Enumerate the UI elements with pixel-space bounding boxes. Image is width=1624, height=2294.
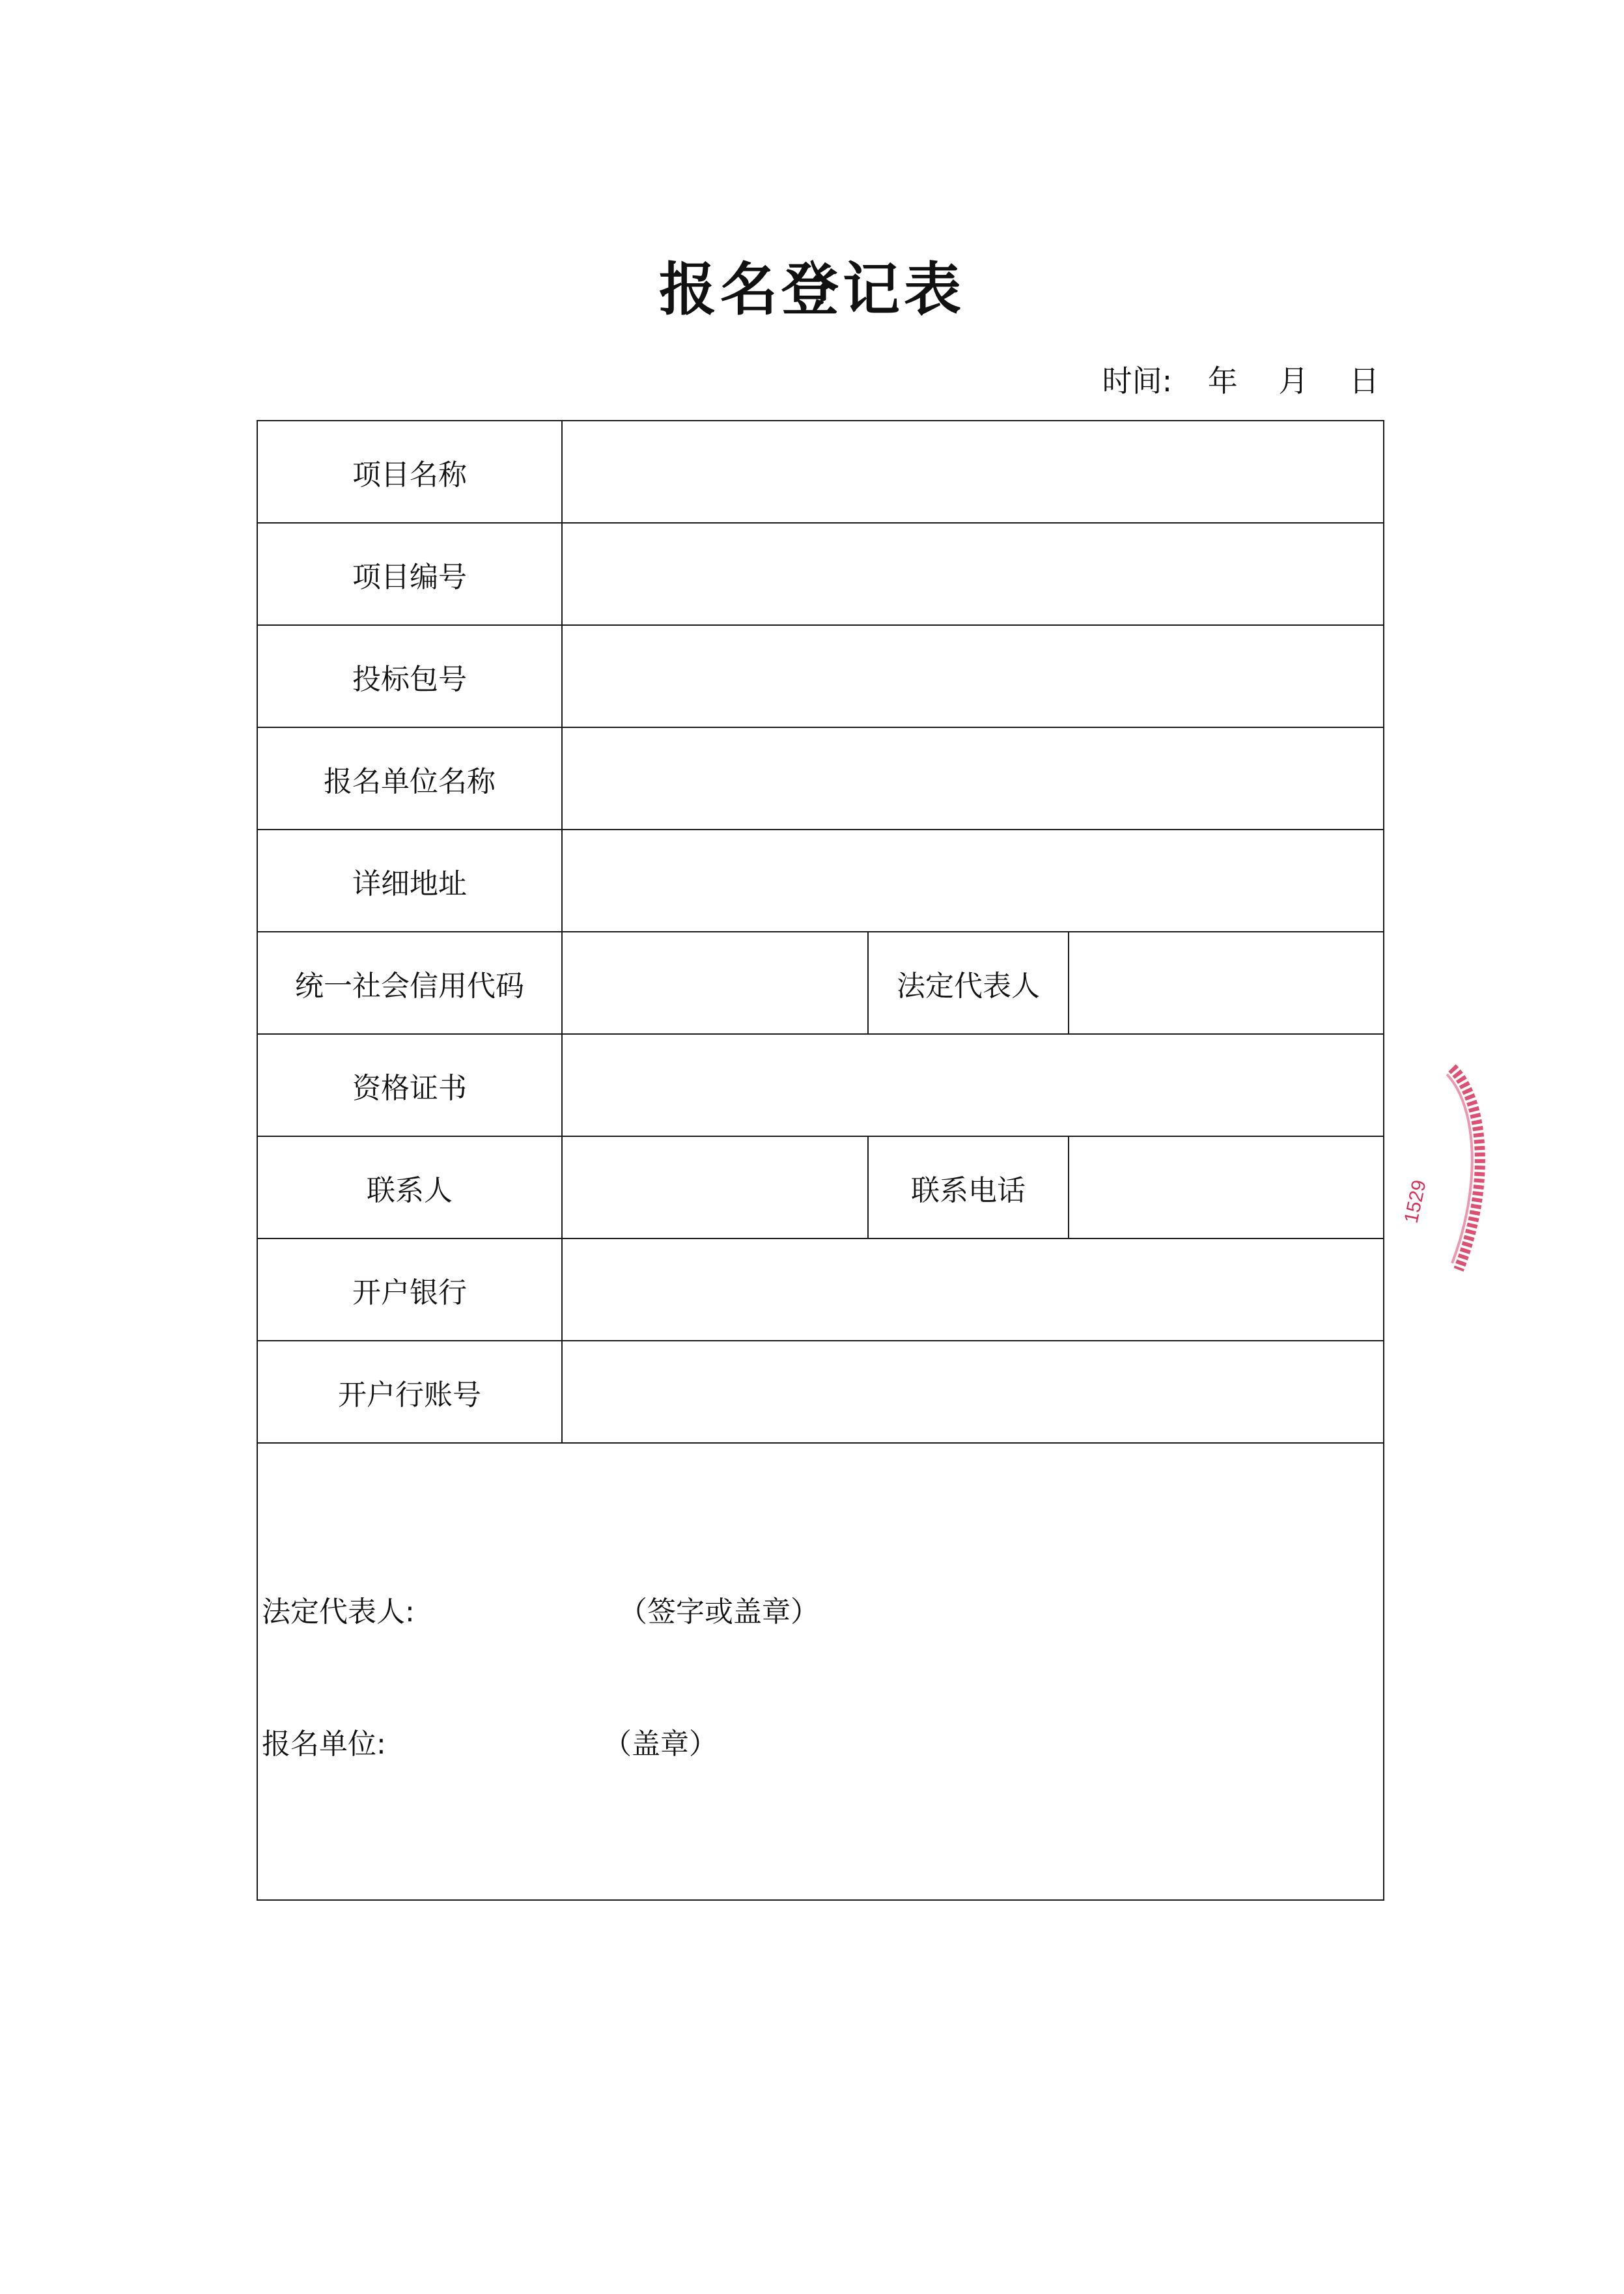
signature-area[interactable]	[257, 1443, 1384, 1900]
contact-field[interactable]	[562, 1136, 868, 1238]
project-number-field[interactable]	[562, 523, 1384, 625]
date-label: 时间:	[1102, 363, 1173, 399]
row-contact	[257, 1136, 1384, 1238]
row-company-name	[257, 727, 1384, 830]
unit-stamp-line	[262, 1720, 718, 1762]
row-bank-account	[257, 1341, 1384, 1443]
project-name-label: 项目名称	[257, 421, 562, 523]
unit-stamp-note: （盖章）	[603, 1727, 718, 1761]
credit-code-field[interactable]	[562, 932, 868, 1034]
registration-table	[257, 420, 1384, 1901]
legal-rep-signature-note: （签字或盖章）	[619, 1595, 819, 1629]
contact-label: 联系人	[257, 1136, 562, 1238]
company-name-field[interactable]	[562, 727, 1384, 830]
qualification-label: 资格证书	[257, 1034, 562, 1136]
qualification-field[interactable]	[562, 1034, 1384, 1136]
credit-code-label: 统一社会信用代码	[257, 932, 562, 1034]
contact-phone-field[interactable]	[1069, 1136, 1384, 1238]
partial-seal-stamp	[1400, 1055, 1615, 1289]
bid-package-field[interactable]	[562, 625, 1384, 727]
address-label: 详细地址	[257, 830, 562, 932]
row-signature	[257, 1443, 1384, 1900]
bid-package-label: 投标包号	[257, 625, 562, 727]
seal-number-text: 1529	[1400, 1178, 1431, 1225]
project-name-field[interactable]	[562, 421, 1384, 523]
date-line	[1102, 358, 1379, 404]
date-year-label: 年	[1207, 363, 1238, 399]
date-day-label: 日	[1349, 363, 1379, 399]
project-number-label: 项目编号	[257, 523, 562, 625]
row-bank	[257, 1238, 1384, 1341]
bank-label: 开户银行	[257, 1238, 562, 1341]
row-project-number	[257, 523, 1384, 625]
row-qualification	[257, 1034, 1384, 1136]
row-credit-code	[257, 932, 1384, 1034]
form-title: 报名登记表	[658, 256, 965, 323]
address-field[interactable]	[562, 830, 1384, 932]
row-bid-package	[257, 625, 1384, 727]
legal-rep-label: 法定代表人	[868, 932, 1069, 1034]
bank-field[interactable]	[562, 1238, 1384, 1341]
bank-account-label: 开户行账号	[257, 1341, 562, 1443]
unit-stamp-label: 报名单位:	[262, 1727, 386, 1761]
legal-rep-signature-line	[262, 1588, 819, 1630]
bank-account-field[interactable]	[562, 1341, 1384, 1443]
company-name-label: 报名单位名称	[257, 727, 562, 830]
row-project-name	[257, 421, 1384, 523]
contact-phone-label: 联系电话	[868, 1136, 1069, 1238]
row-address	[257, 830, 1384, 932]
legal-rep-signature-label: 法定代表人:	[262, 1595, 415, 1629]
date-month-label: 月	[1278, 363, 1309, 399]
legal-rep-field[interactable]	[1069, 932, 1384, 1034]
